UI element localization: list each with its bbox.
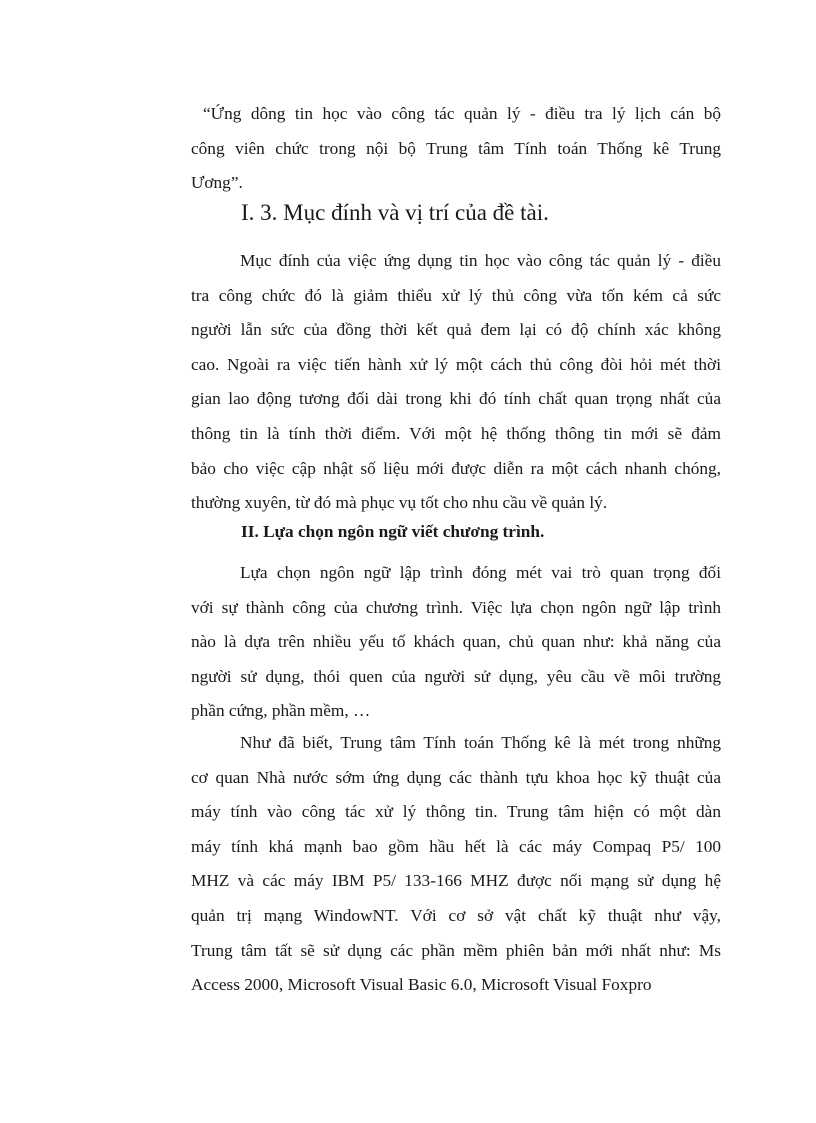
paragraph-line: Access 2000, Microsoft Visual Basic 6.0, Microsoft Visual Foxpro: [191, 975, 652, 995]
paragraph-line: gian lao động tương đối dài trong khi đó tính chất quan trọng nhất của: [191, 389, 721, 409]
section-heading-language: II. Lựa chọn ngôn ngữ viết chương trình.: [241, 522, 545, 541]
language-paragraph-1: [191, 556, 721, 729]
section-heading-purpose: I. 3. Mục đính và vị trí của đề tài.: [241, 200, 549, 225]
paragraph-line: Như đã biết, Trung tâm Tính toán Thống kê là mét trong những: [240, 733, 721, 752]
quote-line: Ương”.: [191, 173, 243, 193]
quote-line: công viên chức trong nội bộ Trung tâm Tính toán Thống kê Trung: [191, 138, 721, 158]
language-paragraph-2: [191, 726, 721, 1003]
paragraph-line: người sử dụng, thói quen của người sử dụng, yêu cầu về môi trường: [191, 666, 721, 686]
purpose-paragraph: [191, 244, 721, 521]
paragraph-line: MHZ và các máy IBM P5/ 133-166 MHZ được nối mạng sử dụng hệ: [191, 871, 721, 891]
paragraph-line: quản trị mạng WindowNT. Với cơ sở vật chất kỹ thuật như vậy,: [191, 905, 721, 925]
paragraph-line: cao. Ngoài ra việc tiến hành xử lý một cách thủ công đòi hỏi mét thời: [191, 354, 721, 374]
paragraph-line: nào là dựa trên nhiều yếu tố khách quan, chủ quan như: khả năng của: [191, 632, 721, 652]
quote-line: “Ứng dông tin học vào công tác quản lý - điều tra lý lịch cán bộ: [203, 104, 721, 123]
paragraph-line: Lựa chọn ngôn ngữ lập trình đóng mét vai trò quan trọng đối: [240, 563, 721, 582]
paragraph-line: máy tính vào công tác xử lý thông tin. Trung tâm hiện có một dàn: [191, 802, 721, 822]
paragraph-line: bảo cho việc cập nhật số liệu mới được diễn ra một cách nhanh chóng,: [191, 458, 721, 478]
paragraph-line: người lẫn sức của đồng thời kết quả đem lại có độ chính xác không: [191, 320, 721, 340]
paragraph-line: thông tin là tính thời điểm. Với một hệ thống thông tin mới sẽ đảm: [191, 423, 721, 443]
paragraph-line: Mục đính của việc ứng dụng tin học vào công tác quản lý - điều: [240, 251, 721, 270]
paragraph-line: máy tính khá mạnh bao gồm hầu hết là các máy Compaq P5/ 100: [191, 836, 721, 856]
paragraph-line: với sự thành công của chương trình. Việc lựa chọn ngôn ngữ lập trình: [191, 597, 721, 617]
paragraph-line: cơ quan Nhà nước sớm ứng dụng các thành tựu khoa học kỹ thuật của: [191, 767, 721, 787]
paragraph-line: phần cứng, phần mềm, …: [191, 701, 371, 721]
paragraph-line: tra công chức đó là giảm thiểu xử lý thủ công vừa tốn kém cả sức: [191, 285, 721, 305]
paragraph-line: thường xuyên, từ đó mà phục vụ tốt cho nhu cầu về quản lý.: [191, 493, 608, 513]
paragraph-line: Trung tâm tất sẽ sử dụng các phần mềm phiên bản mới nhất như: Ms: [191, 940, 721, 960]
quote-paragraph: [191, 97, 721, 201]
